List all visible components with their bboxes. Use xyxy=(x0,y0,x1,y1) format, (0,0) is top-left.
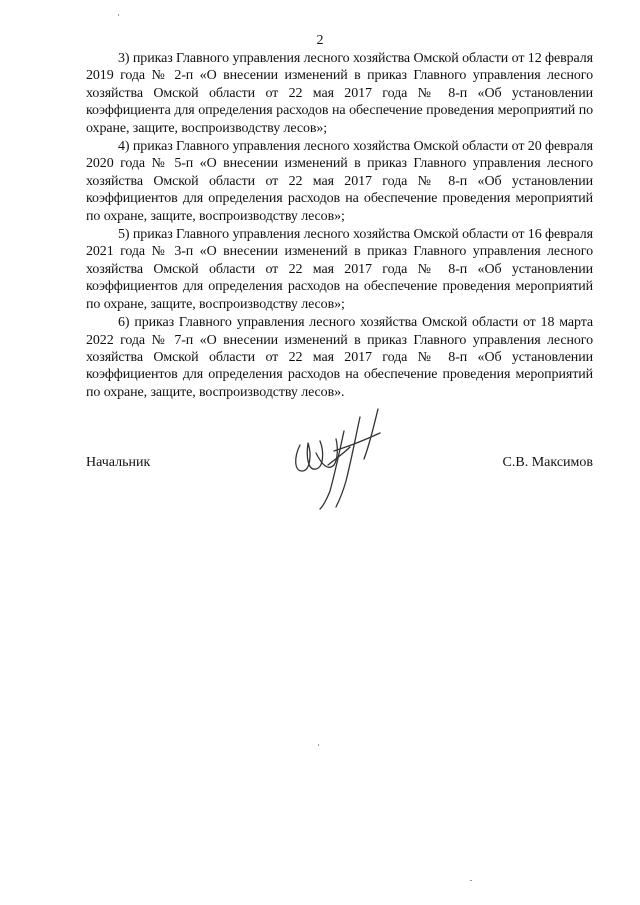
scan-speck xyxy=(470,880,472,881)
paragraph-item-6: 6) приказ Главного управления лесного хозяйства Омской области от 18 марта 2022 года № 7-п «О внесении изменений в приказ Главного управления лесного хозяйства Омской области от 22 мая 2017 года № 8-п «Об установлении коэффициентов для определения расходов на обеспечение проведения мероприятий по охране, защите, воспроизводству лесов». xyxy=(86,315,593,400)
paragraph-item-3: 3) приказ Главного управления лесного хозяйства Омской области от 12 февраля 2019 года № 2-п «О внесении изменений в приказ Главного управления лесного хозяйства Омской области от 22 мая 2017 года № 8-п «Об установлении коэффициента для определения расходов на обеспечение проведения мероприятий по охране, защите, воспроизводству лесов»; xyxy=(86,51,593,136)
signatory-name: С.В. Максимов xyxy=(502,455,593,470)
scan-speck xyxy=(318,744,319,746)
signatory-title: Начальник xyxy=(86,455,151,470)
paragraph-item-5: 5) приказ Главного управления лесного хозяйства Омской области от 16 февраля 2021 года № 3-п «О внесении изменений в приказ Главного управления лесного хозяйства Омской области от 22 мая 2017 года № 8-п «Об установлении коэффициентов для определения расходов на обеспечение проведения мероприятий по охране, защите, воспроизводству лесов»; xyxy=(86,227,593,312)
page-number: 2 xyxy=(316,33,324,48)
document-body xyxy=(86,50,593,402)
paragraph-item-4: 4) приказ Главного управления лесного хозяйства Омской области от 20 февраля 2020 года № 5-п «О внесении изменений в приказ Главного управления лесного хозяйства Омской области от 22 мая 2017 года № 8-п «Об установлении коэффициентов для определения расходов на обеспечение проведения мероприятий по охране, защите, воспроизводству лесов»; xyxy=(86,139,593,224)
handwritten-signature xyxy=(280,395,400,515)
scan-speck xyxy=(118,14,119,16)
